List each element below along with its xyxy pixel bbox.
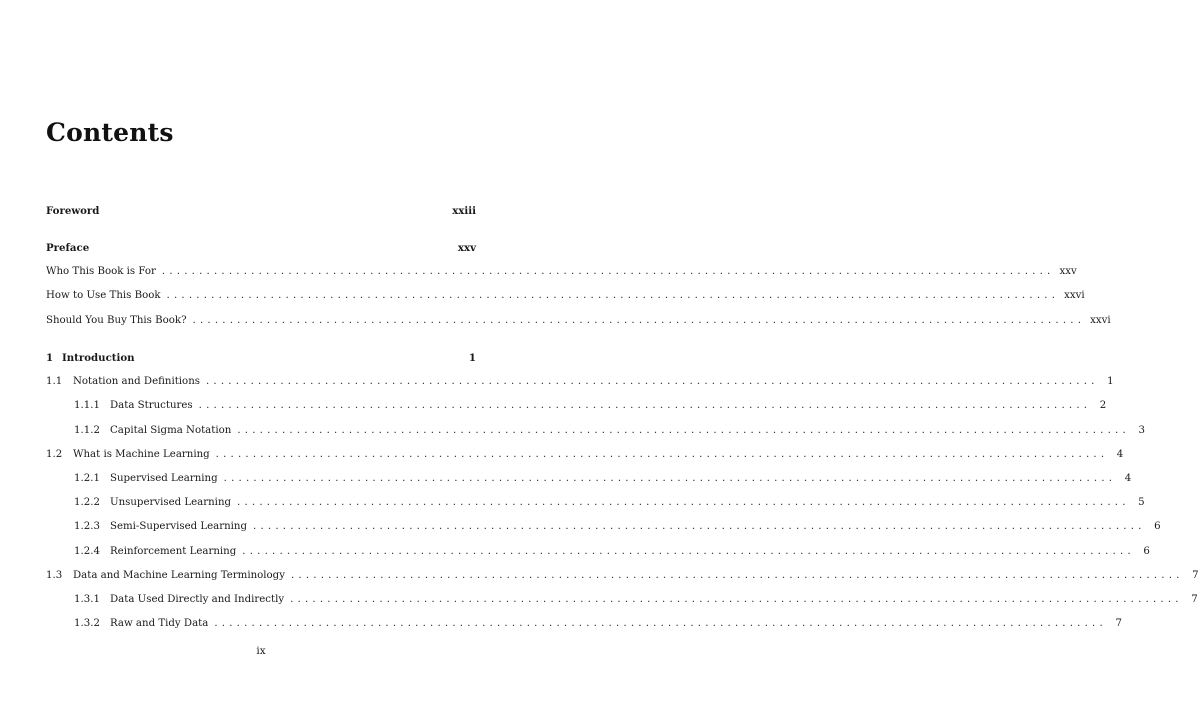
- toc-entry-should-you-buy-this-book[interactable]: [46, 313, 1111, 329]
- toc-entry-page: 3: [1138, 425, 1145, 436]
- toc-entry-page: xxv: [457, 242, 476, 254]
- toc-entry-number: 1.2: [46, 449, 63, 460]
- toc-entry-title: Supervised Learning: [110, 473, 218, 484]
- toc-entry-page: 7: [1191, 594, 1198, 605]
- toc-leader: ........................................................................................................................: [192, 315, 1086, 326]
- toc-entry-number: 1.2.1: [74, 473, 100, 484]
- toc-entry-how-to-use-this-book[interactable]: [46, 288, 1085, 304]
- toc-leader: ........................................................................................................................: [205, 376, 1099, 387]
- toc-entry-title: Foreword: [46, 205, 100, 217]
- toc-entry-title: Reinforcement Learning: [110, 546, 237, 557]
- toc-entry-foreword[interactable]: [46, 203, 476, 219]
- toc-entry-title: Data Used Directly and Indirectly: [110, 594, 285, 605]
- toc-entry-page: 1: [1107, 376, 1114, 387]
- toc-entry-1-2[interactable]: [46, 447, 1124, 463]
- toc-entry-1-2-2[interactable]: [74, 495, 1145, 511]
- toc-entry-page: 7: [1192, 570, 1199, 581]
- toc-entry-page: xxv: [1059, 266, 1077, 277]
- toc-entry-chapter-1[interactable]: [46, 350, 476, 366]
- toc-entry-page: 6: [1154, 521, 1161, 532]
- page-number: ix: [256, 645, 266, 657]
- toc-entry-number: 1.3.1: [74, 594, 100, 605]
- toc-entry-number: 1.2.3: [74, 521, 100, 532]
- toc-entry-page: 7: [1115, 618, 1122, 629]
- toc-entry-page: 5: [1138, 497, 1145, 508]
- toc-entry-number: 1.2.2: [74, 497, 100, 508]
- toc-leader: ........................................................................................................................: [198, 400, 1092, 411]
- toc-leader: ........................................................................................................................: [215, 449, 1109, 460]
- page-title: Contents: [46, 118, 174, 147]
- toc-entry-page: xxiii: [452, 205, 476, 217]
- toc-leader: ........................................................................................................................: [253, 521, 1146, 532]
- toc-leader: ........................................................................................................................: [223, 473, 1117, 484]
- toc-entry-title: Who This Book is For: [46, 266, 156, 277]
- toc-entry-title: How to Use This Book: [46, 290, 161, 301]
- toc-entry-1-1[interactable]: [46, 374, 1114, 390]
- toc-entry-1-1-1[interactable]: [74, 398, 1107, 414]
- toc-entry-title: Preface: [46, 242, 90, 254]
- toc-leader: ........................................................................................................................: [166, 290, 1060, 301]
- toc-leader: ........................................................................................................................: [290, 570, 1184, 581]
- toc-leader: ........................................................................................................................: [242, 546, 1135, 557]
- toc-entry-1-2-4[interactable]: [74, 544, 1150, 560]
- toc-entry-number: 1.1.1: [74, 400, 100, 411]
- toc-entry-title: Capital Sigma Notation: [110, 425, 232, 436]
- toc-entry-1-3[interactable]: [46, 568, 1199, 584]
- toc-entry-preface[interactable]: [46, 240, 476, 256]
- toc-entry-page: 1: [468, 352, 476, 364]
- toc-entry-title: Unsupervised Learning: [110, 497, 232, 508]
- toc-entry-number: 1.3.2: [74, 618, 100, 629]
- toc-leader: ........................................................................................................................: [237, 497, 1130, 508]
- toc-entry-title: What is Machine Learning: [73, 449, 210, 460]
- toc-entry-number: 1.2.4: [74, 546, 100, 557]
- toc-entry-1-1-2[interactable]: [74, 423, 1145, 439]
- toc-entry-title: Introduction: [62, 352, 135, 364]
- toc-leader: ........................................................................................................................: [161, 266, 1055, 277]
- toc-entry-number: 1.1.2: [74, 425, 100, 436]
- toc-entry-page: xxvi: [1064, 290, 1085, 301]
- toc-entry-1-3-1[interactable]: [74, 592, 1198, 608]
- toc-entry-1-2-3[interactable]: [74, 519, 1161, 535]
- toc-entry-title: Data and Machine Learning Terminology: [73, 570, 285, 581]
- toc-entry-number: 1.3: [46, 570, 63, 581]
- toc-entry-number: 1.1: [46, 376, 63, 387]
- toc-entry-title: Notation and Definitions: [73, 376, 200, 387]
- toc-entry-page: 2: [1099, 400, 1107, 411]
- toc-entry-title: Data Structures: [110, 400, 193, 411]
- toc-leader: ........................................................................................................................: [237, 425, 1130, 436]
- toc-entry-title: Should You Buy This Book?: [46, 315, 187, 326]
- toc-leader: ........................................................................................................................: [290, 594, 1183, 605]
- toc-entry-title: Semi-Supervised Learning: [110, 521, 247, 532]
- toc-entry-number: 1: [46, 352, 54, 364]
- toc-entry-page: 6: [1143, 546, 1150, 557]
- toc-entry-1-3-2[interactable]: [74, 616, 1122, 632]
- toc-leader: ........................................................................................................................: [214, 618, 1107, 629]
- toc-entry-page: 4: [1124, 473, 1132, 484]
- toc-entry-who-this-book-is-for[interactable]: [46, 264, 1077, 280]
- toc-entry-page: 4: [1116, 449, 1124, 460]
- toc-entry-1-2-1[interactable]: [74, 471, 1132, 487]
- toc-entry-title: Raw and Tidy Data: [110, 618, 209, 629]
- toc-entry-page: xxvi: [1090, 315, 1111, 326]
